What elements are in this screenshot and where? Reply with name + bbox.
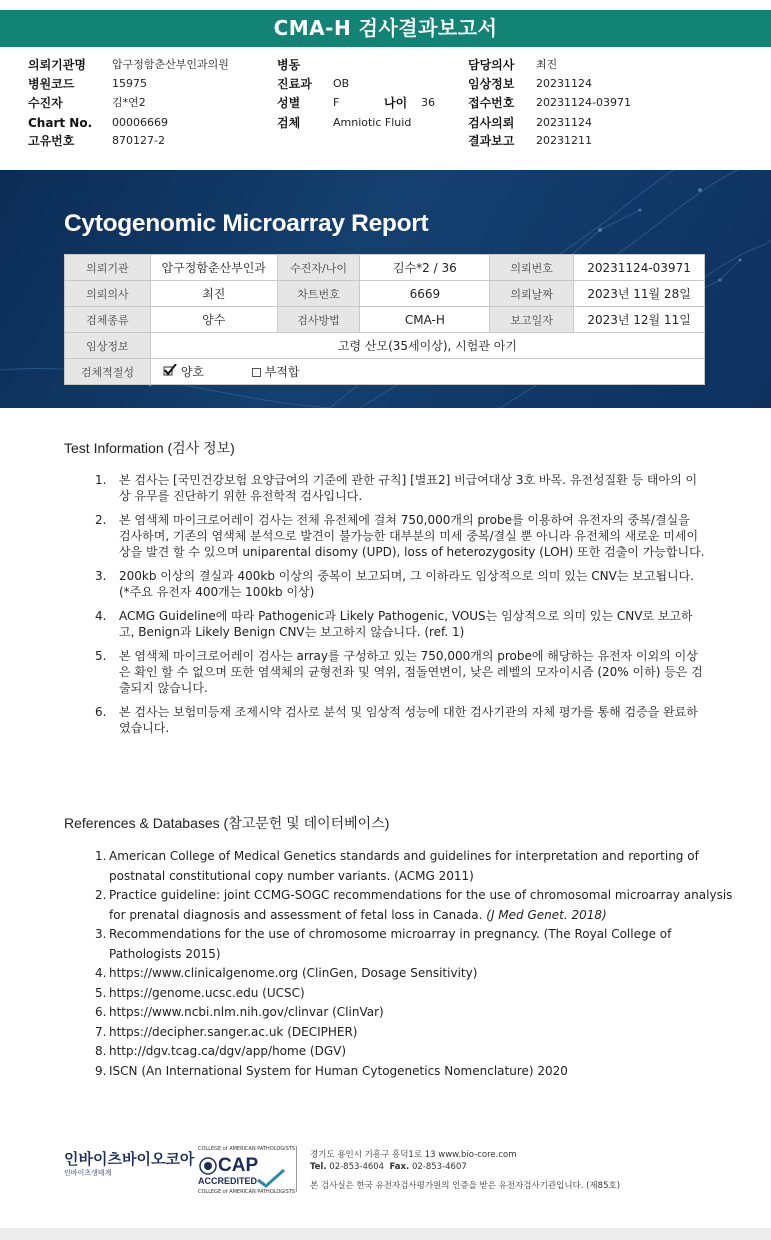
- receipt-label: 접수번호: [468, 96, 515, 110]
- list-item: 5. 본 염색체 마이크로어레이 검사는 array를 구성하고 있는 750,000개의 probe에 해당하는 유전자 이외의 이상은 확인 할 수 없으며 또한 염색체의 균형전좌 및 역위, 점돌연변이, 낮은 레벨의 모자이시즘 (20% 이하) 등은 검출되지 않습니다.: [95, 649, 703, 695]
- sex-value: F: [333, 96, 340, 109]
- clinical-label: 임상정보: [468, 77, 515, 91]
- test-info-title: Test Information (검사 정보): [64, 440, 235, 456]
- info-cell: 의뢰날짜: [490, 281, 574, 307]
- cap-accredited-logo: COLLEGE of AMERICAN PATHOLOGISTS CAP ACCREDITED COLLEGE of AMERICAN PATHOLOGISTS: [198, 1146, 296, 1195]
- footer: [0, 1140, 771, 1200]
- list-item: 3. Recommendations for the use of chromosome microarray in pregnancy. (The Royal College of Pathologists 2015): [95, 927, 672, 961]
- list-item: 4. https://www.clinicalgenome.org (ClinGen, Dosage Sensitivity): [95, 966, 478, 980]
- info-cell: 검사방법: [277, 307, 360, 333]
- code-value: 15975: [112, 77, 147, 90]
- cap-check-icon: [256, 1168, 286, 1188]
- list-item: 8. http://dgv.tcag.ca/dgv/app/home (DGV): [95, 1044, 347, 1058]
- list-item: 6. 본 검사는 보험미등재 조제시약 검사로 분석 및 임상적 성능에 대한 검사기관의 자체 평가를 통해 검증을 완료하였습니다.: [95, 705, 698, 735]
- list-item: 7. https://decipher.sanger.ac.uk (DECIPHER): [95, 1024, 358, 1039]
- info-row-3: [65, 307, 705, 333]
- cap-seal-icon: [198, 1156, 218, 1176]
- list-item: 9. ISCN (An International System for Human Cytogenetics Nomenclature) 2020: [95, 1063, 568, 1078]
- adequacy-bad-label: 부적합: [264, 365, 300, 379]
- list-item: 1. American College of Medical Genetics standards and guidelines for interpretation and reporting of postnatal constitutional copy number variants. (ACMG 2011): [95, 849, 699, 883]
- info-cell: 2023년 12월 11일: [574, 307, 705, 333]
- certification-line: 본 검사실은 한국 유전자검사평가원의 인증을 받은 유전자검사기관입니다. (제85호): [310, 1181, 621, 1191]
- info-cell: CMA-H: [360, 307, 490, 333]
- age-label: 나이: [384, 96, 408, 110]
- doctor-label: 담당의사: [468, 58, 515, 72]
- age-value: 36: [421, 96, 435, 109]
- info-row-4: [65, 333, 705, 359]
- info-row-1: [65, 255, 705, 281]
- request-info-table: [64, 254, 705, 385]
- list-item: 1. 본 검사는 [국민건강보험 요양급여의 기준에 관한 규칙] [별표2] 비급여대상 3호 바목. 유전성질환 등 태아의 이상 유무를 진단하기 위한 유전학적 검사입니다.: [95, 473, 698, 503]
- info-cell: 의뢰기관: [65, 255, 151, 281]
- info-row-5: [65, 359, 705, 385]
- info-cell: 6669: [360, 281, 490, 307]
- page-bottom-strip: [0, 1228, 771, 1240]
- info-row-2: [65, 281, 705, 307]
- dept-value: OB: [333, 77, 350, 90]
- banner-title: Cytogenomic Microarray Report: [64, 210, 429, 237]
- dept-label: 진료과: [277, 77, 312, 91]
- list-item: 6. https://www.ncbi.nlm.nih.gov/clinvar (ClinVar): [95, 1005, 384, 1019]
- hospital-value: 압구정함춘산부인과의원: [112, 58, 229, 71]
- info-cell: 최진: [150, 281, 277, 307]
- report-banner: [0, 170, 771, 408]
- list-item: 2. 본 염색체 마이크로어레이 검사는 전체 유전체에 걸쳐 750,000개의 probe를 이용하여 유전자의 중복/결실을 검사하며, 기존의 염색체 분석으로 발견이 불가능한 대부분의 미세 중복/결실 뿐 아니라 유전체의 새로운 미세이상을 발견 할 수 있으며 uniparental disomy (UPD), loss of heterozygosity (LOH) 또한 검출이 가능합니다.: [95, 513, 705, 559]
- info-cell: 김수*2 / 36: [360, 255, 490, 281]
- references-list: [95, 847, 735, 1081]
- code-label: 병원코드: [28, 77, 75, 91]
- specimen-adequacy-cell: [150, 359, 704, 385]
- chart-value: 00006669: [112, 116, 168, 129]
- footer-divider: [296, 1146, 297, 1192]
- journal-citation: (J Med Genet. 2018): [486, 907, 607, 922]
- doctor-value: 최진: [536, 58, 558, 71]
- list-item: 5. https://genome.ucsc.edu (UCSC): [95, 985, 305, 1000]
- info-cell: 차트번호: [277, 281, 360, 307]
- unique-value: 870127-2: [112, 134, 165, 147]
- company-logo-sub: 인바이츠생태계: [64, 1169, 112, 1177]
- address-line: 경기도 용인시 기흥구 흥덕1로 13 www.bio-core.com: [310, 1150, 517, 1160]
- report-label: 결과보고: [468, 134, 515, 148]
- list-item: 4. ACMG Guideline에 따라 Pathogenic과 Likely Pathogenic, VOUS는 임상적으로 의미 있는 CNV로 보고하고, Benign과 Likely Benign CNV는 보고하지 않습니다. (ref. 1): [95, 609, 693, 639]
- info-cell: 보고일자: [490, 307, 574, 333]
- info-cell: 의뢰번호: [490, 255, 574, 281]
- checkmark-icon: [163, 364, 177, 379]
- references-title: References & Databases (참고문헌 및 데이터베이스): [64, 815, 390, 831]
- company-logo: 인바이츠바이오코아: [64, 1150, 195, 1168]
- name-label: 수진자: [28, 96, 63, 110]
- info-cell: 의뢰의사: [65, 281, 151, 307]
- report-title: CMA-H 검사결과보고서: [273, 16, 498, 40]
- info-cell: 2023년 11월 28일: [574, 281, 705, 307]
- empty-checkbox-icon: [252, 368, 261, 377]
- list-item: 3. 200kb 이상의 결실과 400kb 이상의 중복이 보고되며, 그 이하라도 임상적으로 의미 있는 CNV는 보고됩니다. (*주요 유전자 400개는 100kb 이상): [95, 569, 695, 599]
- info-cell: 양수: [150, 307, 277, 333]
- sex-label: 성별: [277, 96, 301, 110]
- chart-label: Chart No.: [28, 116, 93, 130]
- specimen-label: 검체: [277, 116, 301, 130]
- hospital-label: 의뢰기관명: [28, 58, 86, 72]
- test-info-list: [95, 472, 705, 744]
- report-value: 20231211: [536, 134, 592, 147]
- unique-label: 고유번호: [28, 134, 75, 148]
- request-value: 20231124: [536, 116, 592, 129]
- name-value: 김*연2: [112, 96, 146, 109]
- info-cell: 수진자/나이: [277, 255, 360, 281]
- info-cell: 검체적절성: [65, 359, 151, 385]
- request-label: 검사의뢰: [468, 116, 515, 130]
- adequacy-ok-label: 양호: [180, 365, 205, 379]
- clinical-info-cell: 고령 산모(35세이상), 시험관 아기: [150, 333, 704, 359]
- report-title-bar: [0, 10, 771, 47]
- clinical-value: 20231124: [536, 77, 592, 90]
- receipt-value: 20231124-03971: [536, 96, 631, 109]
- info-cell: 검체종류: [65, 307, 151, 333]
- ward-label: 병동: [277, 58, 301, 72]
- contact-line: Tel. 02-853-4604 Fax. 02-853-4607: [310, 1162, 467, 1172]
- info-cell: 임상정보: [65, 333, 151, 359]
- list-item: 2. Practice guideline: joint CCMG-SOGC recommendations for the use of chromosomal microarray analysis for prenatal diagnosis and assessment of fetal loss in Canada. (J Med Genet. 2018): [95, 888, 733, 922]
- specimen-value: Amniotic Fluid: [333, 116, 412, 129]
- info-cell: 20231124-03971: [574, 255, 705, 281]
- info-cell: 압구정함춘산부인과: [150, 255, 277, 281]
